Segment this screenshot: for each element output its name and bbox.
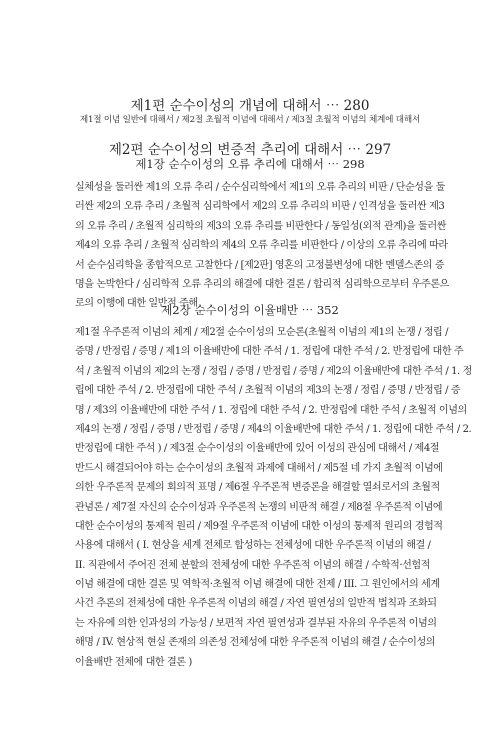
- chapter2-line: 사용에 대해서 ( I. 현상을 세계 전체로 합성하는 전체성에 대한 우주론적 이념의 해결 /: [75, 540, 431, 552]
- chapter1-title: 제1장 순수이성의 오류 추리에 대해서 ⋯ 298: [135, 157, 365, 171]
- part1-subtitle: 제1절 이념 일반에 대해서 / 제2절 초월적 이념에 대해서 / 제3절 초월적 이념의 체계에 대해서: [79, 115, 421, 125]
- chapter2-line: 사건 추론의 전체성에 대한 우주론적 이념의 해결 / 자연 필연성의 일반적 법칙과 조화되: [75, 598, 437, 610]
- chapter2-line: 립에 대한 주석 / 2. 반정립에 대한 주석 / 초월적 이념의 제3의 논쟁 / 정립 / 증명 / 반정립 / 증: [75, 385, 461, 397]
- chapter2-contents: [75, 323, 472, 672]
- chapter2-line: 제1절 우주론적 이념의 체계 / 제2절 순수이성의 모순론(초월적 이념의 제1의 논쟁 / 정립 /: [75, 327, 449, 338]
- chapter2-line: 반드시 해결되어야 하는 순수이성의 초월적 과제에 대해서 / 제5절 네 가지 초월적 이념에: [75, 462, 443, 474]
- chapter2-line: 는 자유에 의한 인과성의 가능성 / 보편적 자연 필연성과 결부된 자유의 우주론적 이념의: [75, 617, 437, 629]
- chapter1-contents: [75, 178, 449, 314]
- chapter2-title: 제2장 순수이성의 이율배반 ⋯ 352: [161, 303, 339, 317]
- chapter2-line: 반정립에 대한 주석 ) / 제3절 순수이성의 이율배반에 있어 이성의 관심에 대해서 / 제4절: [75, 443, 440, 455]
- part2-title: 제2편 순수이성의 변증적 추리에 대해서 ⋯ 297: [108, 142, 392, 158]
- chapter2-line: 관념론 / 제7절 자신의 순수이성과 우주론적 논쟁의 비판적 해결 / 제8절 우주론적 이념에: [75, 501, 443, 513]
- part1-title: 제1편 순수이성의 개념에 대해서 ⋯ 280: [130, 98, 370, 114]
- chapter1-line: 제4의 오류 추리 / 초월적 심리학의 제4의 오류 추리를 비판한다 / 이상의 오류 추리에 따라: [75, 240, 448, 252]
- chapter1-line: 로의 이행에 대한 일반적 주해: [75, 298, 198, 310]
- chapter2-line: 석 / 초월적 이념의 제2의 논쟁 / 정립 / 증명 / 반정립 / 증명 / 제2의 이율배반에 대한 주석 / 1. 정: [75, 365, 472, 377]
- chapter1-line: 러싼 제2의 오류 추리 / 초월적 심리학에서 제2의 오류 추리의 비판 / 인격성을 둘러싼 제3: [75, 201, 445, 213]
- chapter2-line: 증명 / 반정립 / 증명 / 제1의 이율배반에 대한 주석 / 1. 정립에 대한 주석 / 2. 반정립에 대한 주: [75, 346, 464, 358]
- chapter1-line: 명을 논박한다 / 심리학적 오류 추리의 해결에 대한 결론 / 합리적 심리학으로부터 우주론으: [75, 278, 449, 290]
- chapter2-line: II. 직관에서 주어진 전체 분할의 전체성에 대한 우주론적 이념의 해결 / 수학적·선험적: [75, 559, 430, 571]
- chapter2-line: 이념 해결에 대한 결론 및 역학적·초월적 이념 해결에 대한 전제 / III. 그 원인에서의 세계: [75, 579, 440, 591]
- chapter1-line: 의 오류 추리 / 초월적 심리학의 제3의 오류 추리를 비판한다 / 동일성(외적 관계)을 둘러싼: [75, 220, 446, 232]
- chapter2-line: 명 / 제3의 이율배반에 대한 주석 / 1. 정립에 대한 주석 / 2. 반정립에 대한 주석 / 초월적 이념의: [75, 404, 467, 416]
- chapter1-line: 실체성을 둘러싼 제1의 오류 추리 / 순수심리학에서 제1의 오류 추리의 비판 / 단순성을 둘: [75, 182, 445, 193]
- chapter2-line: 이율배반 전체에 대한 결론 ): [75, 656, 192, 668]
- chapter1-line: 서 순수심리학을 종합적으로 고찰한다 / [제2판] 영혼의 고정불변성에 대한 멘델스존의 증: [75, 259, 445, 271]
- chapter2-line: 대한 순수이성의 통제적 원리 / 제9절 우주론적 이념에 대한 이성의 통제적 원리의 경험적: [75, 520, 443, 532]
- chapter2-line: 의한 우주론적 문제의 회의적 표명 / 제6절 우주론적 변증론을 해결할 열쇠로서의 초월적: [75, 482, 440, 494]
- chapter2-line: 해명 / IV. 현상적 현실 존재의 의존성 전체성에 대한 우주론적 이념의 해결 / 순수이성의: [75, 637, 436, 649]
- chapter2-line: 제4의 논쟁 / 정립 / 증명 / 반정립 / 증명 / 제4의 이율배반에 대한 주석 / 1. 정립에 대한 주석 / 2.: [75, 423, 472, 435]
